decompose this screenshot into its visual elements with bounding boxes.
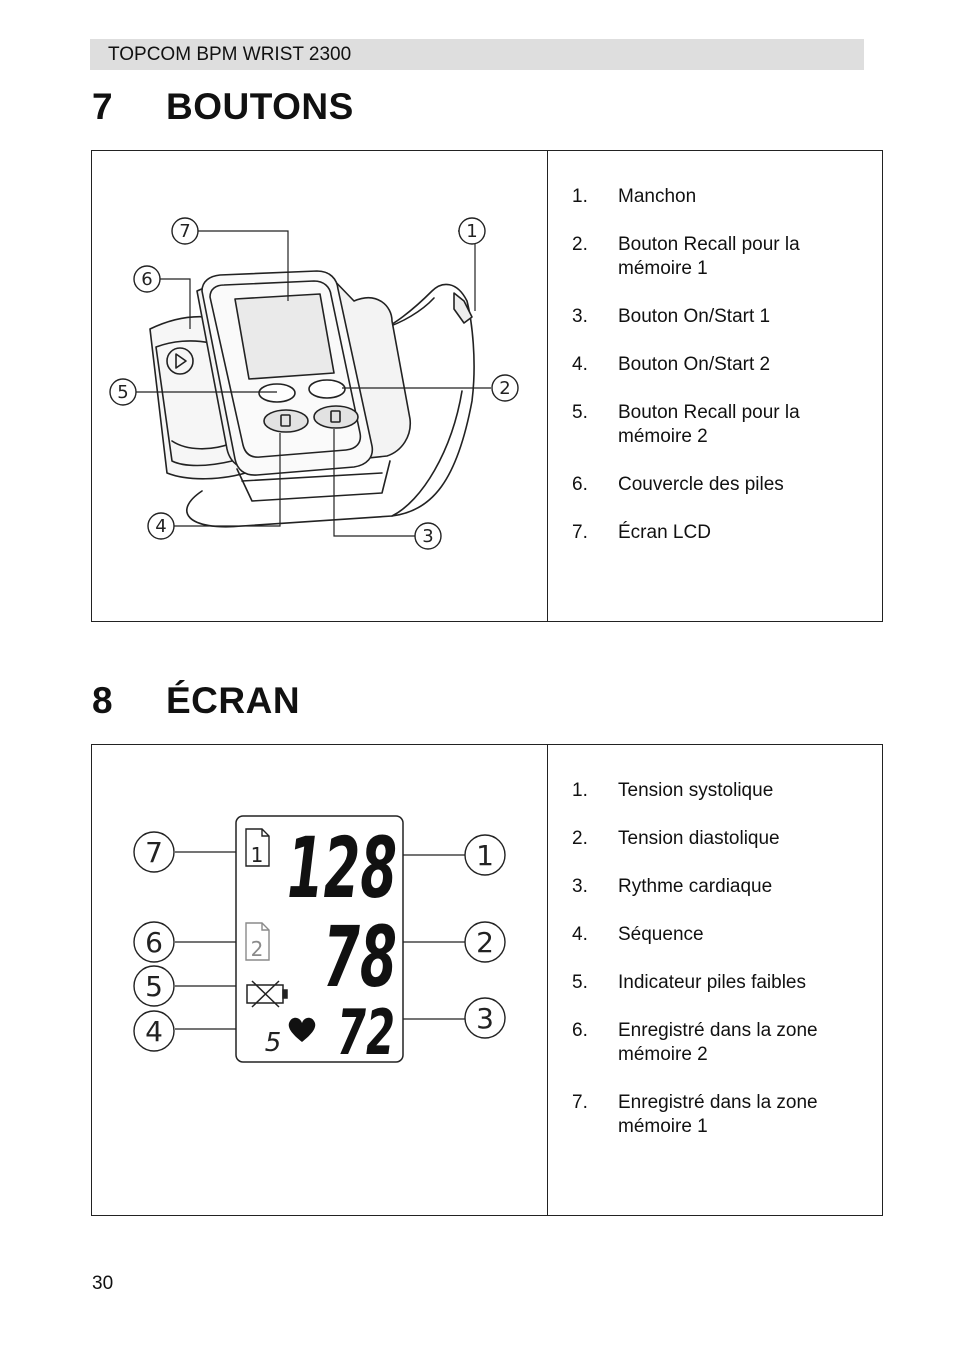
- legend-item: 7. Enregistré dans la zone mémoire 1: [572, 1092, 818, 1137]
- systolic-reading: 128: [287, 819, 397, 917]
- section-8-title: ÉCRAN: [166, 680, 301, 721]
- callout-6-label: 6: [145, 926, 163, 959]
- legend-item: 6. Couvercle des piles: [572, 474, 784, 495]
- memory-1-number: 1: [250, 843, 264, 867]
- sequence-digit: 5: [264, 1028, 282, 1058]
- wrist-monitor-svg: [92, 151, 547, 621]
- callout-5-label: 5: [117, 382, 129, 403]
- section-8-heading: [92, 680, 300, 722]
- legend-item: 4. Séquence: [572, 924, 704, 945]
- section-8-number: 8: [92, 680, 114, 721]
- pulse-reading: 72: [337, 996, 395, 1069]
- callout-7-label: 7: [145, 836, 163, 869]
- legend-item: 1. Manchon: [572, 186, 697, 207]
- legend-item: 1. Tension systolique: [572, 780, 774, 801]
- header-title: TOPCOM BPM WRIST 2300: [108, 44, 352, 65]
- callout-1-label: 1: [466, 221, 478, 242]
- running-header: [90, 39, 864, 70]
- callout-4-label: 4: [155, 516, 167, 537]
- section-7-number: 7: [92, 86, 114, 127]
- legend-item: 2. Tension diastolique: [572, 828, 780, 849]
- display-figure-box: [91, 744, 883, 1216]
- callout-2-label: 2: [476, 926, 494, 959]
- legend-item: 4. Bouton On/Start 2: [572, 354, 771, 375]
- legend-item: 2. Bouton Recall pour la mémoire 1: [572, 234, 800, 279]
- lcd-display-illustration: [92, 745, 547, 1215]
- callout-5-label: 5: [145, 970, 163, 1003]
- diastolic-reading: 78: [323, 908, 397, 1006]
- legend-item: 5. Indicateur piles faibles: [572, 972, 806, 993]
- legend-item: 6. Enregistré dans la zone mémoire 2: [572, 1020, 818, 1065]
- buttons-figure-box: [91, 150, 883, 622]
- callout-4-label: 4: [145, 1015, 163, 1048]
- section-7-heading: [92, 86, 354, 128]
- legend-item: 5. Bouton Recall pour la mémoire 2: [572, 402, 800, 447]
- page-number: 30: [92, 1273, 114, 1294]
- lcd-display-svg: [92, 745, 547, 1215]
- wrist-monitor-illustration: [92, 151, 547, 621]
- callout-6-label: 6: [141, 269, 153, 290]
- box-divider: [547, 151, 548, 621]
- box-divider: [547, 745, 548, 1215]
- callout-3-label: 3: [422, 526, 434, 547]
- legend-item: 7. Écran LCD: [572, 522, 711, 543]
- callout-1-label: 1: [476, 839, 494, 872]
- legend-item: 3. Rythme cardiaque: [572, 876, 773, 897]
- buttons-legend-list: [572, 185, 872, 569]
- section-7-title: BOUTONS: [166, 86, 354, 127]
- callout-7-label: 7: [179, 221, 191, 242]
- display-legend-list: [572, 779, 872, 1163]
- legend-item: 3. Bouton On/Start 1: [572, 306, 771, 327]
- callout-3-label: 3: [476, 1002, 494, 1035]
- callout-2-label: 2: [499, 378, 511, 399]
- memory-2-number: 2: [250, 937, 264, 961]
